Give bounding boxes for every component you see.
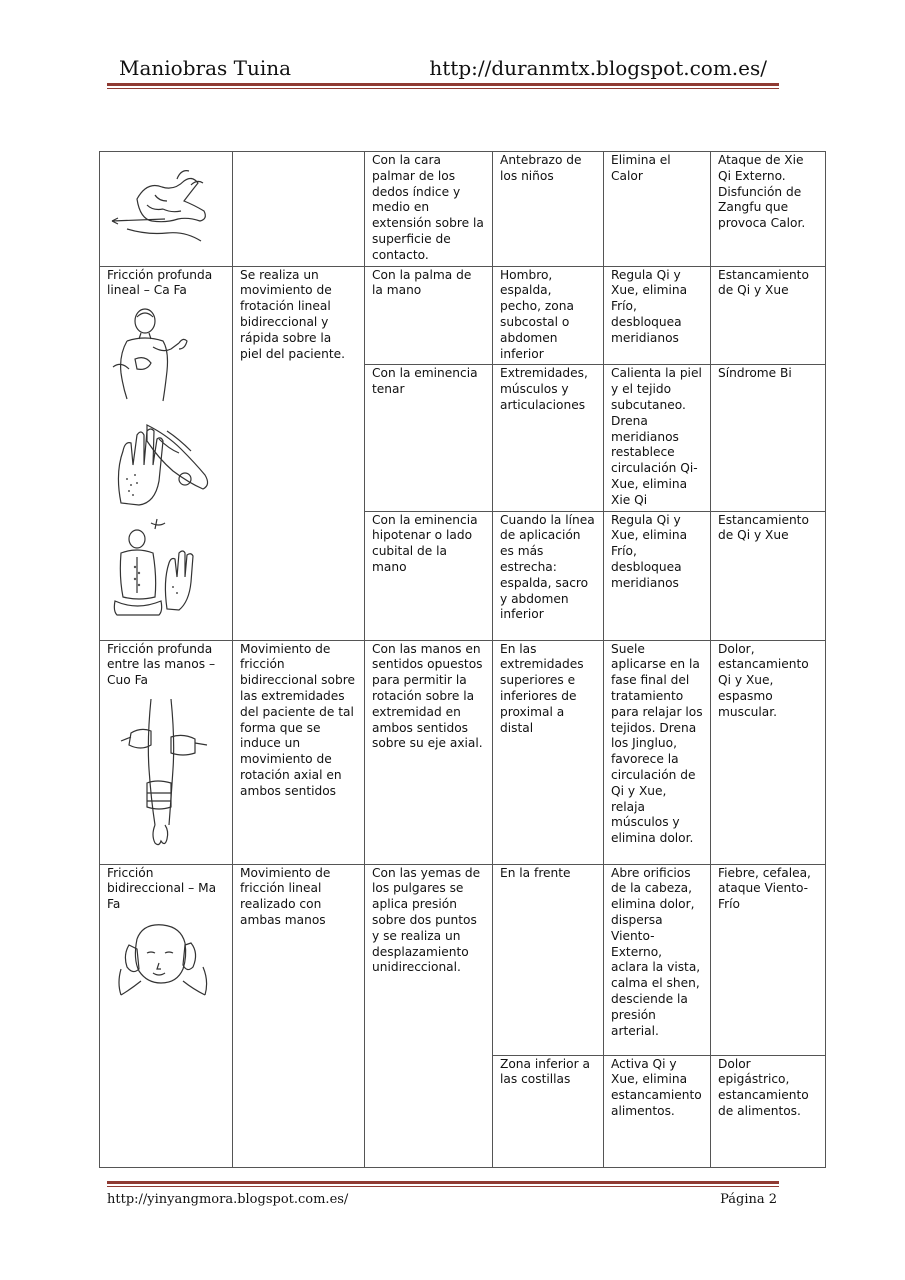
technique-cell xyxy=(100,266,233,640)
palm-rub-torso-illustration xyxy=(107,307,219,403)
indication-cell: Dolor epigástrico, estancamiento de alimentos. xyxy=(711,1055,826,1167)
indication-cell: Dolor, estancamiento Qi y Xue, espasmo muscular. xyxy=(711,640,826,864)
contact-cell: Con la eminencia tenar xyxy=(365,365,493,511)
page-number: Página 2 xyxy=(720,1192,777,1207)
description-cell: Se realiza un movimiento de frotación lineal bidireccional y rápida sobre la piel del paciente. xyxy=(233,266,365,640)
table-row xyxy=(100,266,826,365)
table-row xyxy=(100,640,826,864)
effect-cell: Regula Qi y Xue, elimina Frío, desbloquea meridianos xyxy=(604,266,711,365)
indication-cell: Síndrome Bi xyxy=(711,365,826,511)
effect-cell: Activa Qi y Xue, elimina estancamiento alimentos. xyxy=(604,1055,711,1167)
effect-cell: Calienta la piel y el tejido subcutaneo. Drena meridianos restablece circulación Qi-Xue, elimina Xie Qi xyxy=(604,365,711,511)
contact-cell: Con la palma de la mano xyxy=(365,266,493,365)
zone-cell: Antebrazo de los niños xyxy=(493,152,604,267)
two-hand-rolling-arm-illustration xyxy=(107,697,219,847)
zone-cell: Hombro, espalda, pecho, zona subcostal o abdomen inferior xyxy=(493,266,604,365)
hypothenar-rub-back-illustration xyxy=(107,517,219,617)
effect-cell: Suele aplicarse en la fase final del tratamiento para relajar los tejidos. Drena los Jingluo, favorece la circulación de Qi y Xue, relaja músculos y elimina dolor. xyxy=(604,640,711,864)
zone-cell: Extremidades, músculos y articulaciones xyxy=(493,365,604,511)
technique-cell xyxy=(100,640,233,864)
header-title: Maniobras Tuina xyxy=(119,56,292,80)
zone-cell: Zona inferior a las costillas xyxy=(493,1055,604,1167)
header-url[interactable]: http://duranmtx.blogspot.com.es/ xyxy=(429,56,767,80)
contact-cell: Con las yemas de los pulgares se aplica presión sobre dos puntos y se realiza un desplazamiento unidireccional. xyxy=(365,864,493,1167)
description-cell: Movimiento de fricción lineal realizado con ambas manos xyxy=(233,864,365,1167)
contact-cell: Con la cara palmar de los dedos índice y medio en extensión sobre la superficie de contacto. xyxy=(365,152,493,267)
indication-cell: Fiebre, cefalea, ataque Viento-Frío xyxy=(711,864,826,1055)
page-header xyxy=(107,56,777,82)
forehead-rub-illustration xyxy=(107,919,219,999)
indication-cell: Ataque de Xie Qi Externo. Disfunción de Zangfu que provoca Calor. xyxy=(711,152,826,267)
technique-name: Fricción profunda lineal – Ca Fa xyxy=(107,267,213,298)
contact-cell: Con las manos en sentidos opuestos para permitir la rotación sobre la extremidad en ambos sentidos sobre su eje axial. xyxy=(365,640,493,864)
header-rule xyxy=(107,83,779,89)
description-cell: Movimiento de fricción bidireccional sobre las extremidades del paciente de tal forma que se induce un movimiento de rotación axial en ambos sentidos xyxy=(233,640,365,864)
contact-cell: Con la eminencia hipotenar o lado cubital de la mano xyxy=(365,511,493,640)
zone-cell: En las extremidades superiores e inferiores de proximal a distal xyxy=(493,640,604,864)
effect-cell: Elimina el Calor xyxy=(604,152,711,267)
zone-cell: En la frente xyxy=(493,864,604,1055)
zone-cell: Cuando la línea de aplicación es más estrecha: espalda, sacro y abdomen inferior xyxy=(493,511,604,640)
footer-rule xyxy=(107,1181,779,1187)
maneuvers-table xyxy=(99,151,826,1168)
technique-name: Fricción profunda entre las manos – Cuo Fa xyxy=(107,641,216,688)
description-cell xyxy=(233,152,365,267)
indication-cell: Estancamiento de Qi y Xue xyxy=(711,266,826,365)
table-row xyxy=(100,152,826,267)
effect-cell: Abre orificios de la cabeza, elimina dolor, dispersa Viento-Externo, aclara la vista, calma el shen, desciende la presión arterial. xyxy=(604,864,711,1055)
technique-cell xyxy=(100,864,233,1167)
technique-name: Fricción bidireccional – Ma Fa xyxy=(107,865,217,912)
table-row xyxy=(100,864,826,1055)
finger-rub-illustration xyxy=(107,159,219,249)
thenar-rub-illustration xyxy=(107,409,219,511)
technique-cell xyxy=(100,152,233,267)
footer-url[interactable]: http://yinyangmora.blogspot.com.es/ xyxy=(107,1192,349,1207)
indication-cell: Estancamiento de Qi y Xue xyxy=(711,511,826,640)
effect-cell: Regula Qi y Xue, elimina Frío, desbloquea meridianos xyxy=(604,511,711,640)
